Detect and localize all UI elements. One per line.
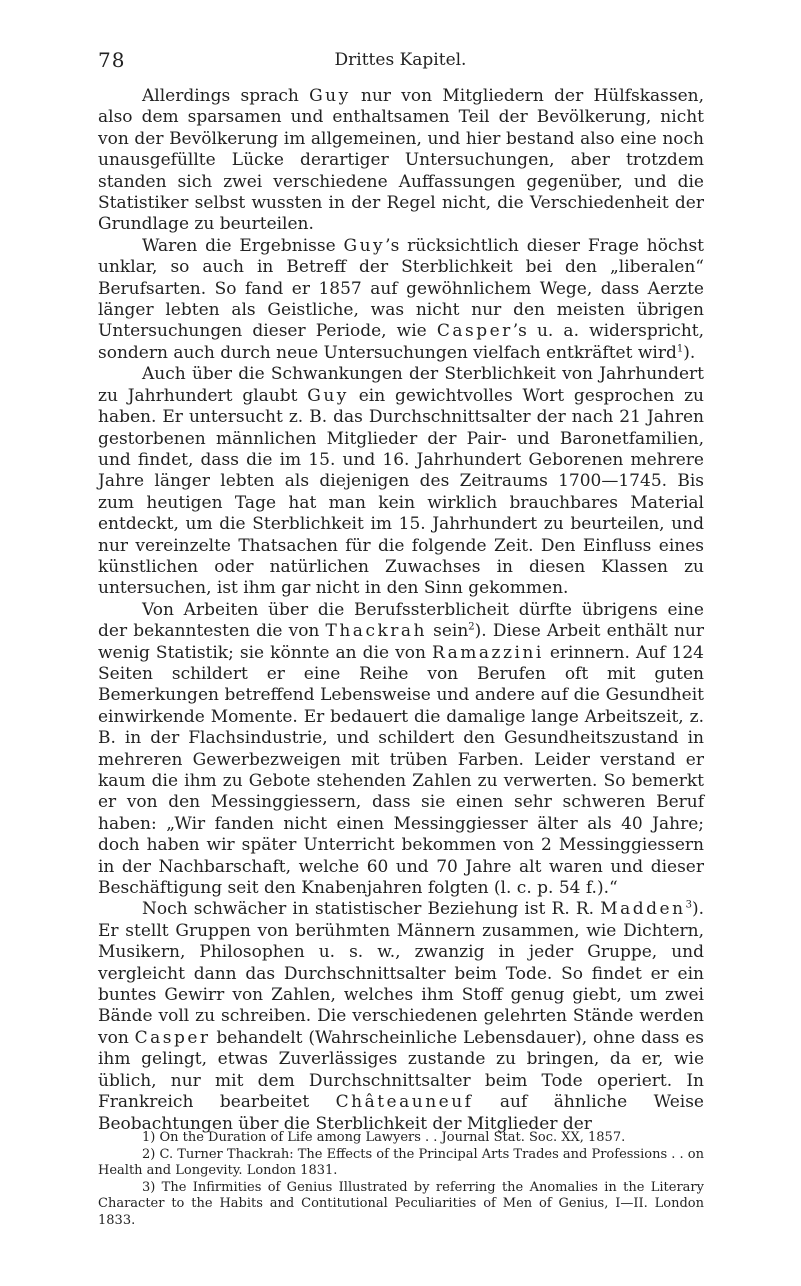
paragraph: Von Arbeiten über die Berufssterblicheit dürfte übrigens eine der bekanntesten die von Thackrah sein$^2$). Diese Arbeit enthält nur wenig Statistik; sie könnte an die von Ramazzini erinnern. Auf 124 Seiten schildert er eine Reihe von Berufen oft mit guten Bemerkungen betreffend Lebensweise und andere auf die Gesundheit einwirkende Momente. Er bedauert die damalige lange Arbeitszeit, z. B. in der Flachsindustrie, und schildert den Gesundheitszustand in mehreren Gewerbezweigen mit trüben Farben. Leider verstand er kaum die ihm zu Gebote stehenden Zahlen zu verwerten. So bemerkt er von den Messinggiessern, dass sie einen sehr schweren Beruf haben: „Wir fanden nicht einen Messinggiesser älter als 40 Jahre; doch haben wir später Unterricht bekommen von 2 Messinggiessern in der Nachbarschaft, welche 60 und 70 Jahre alt waren und dieser Beschäftigung seit den Knabenjahren folgten (l. c. p. 54 f.).“ — [98, 599, 704, 899]
author-name: Casper — [436, 321, 513, 342]
author-name: Châteauneuf — [335, 1092, 474, 1113]
author-name: Guy — [307, 385, 349, 406]
footnote: 3) The Infirmities of Genius Illustrated by referring the Anomalies in the Literary Character to the Habits and Contitutional Peculiarities of Men of Genius, I—II. London 1833. — [98, 1179, 704, 1228]
footnote-ref: 2 — [468, 621, 475, 633]
page-number: 78 — [98, 48, 126, 72]
footnote: 1) On the Duration of Life among Lawyers . . Journal Stat. Soc. XX, 1857. — [142, 1130, 626, 1145]
author-name: Ramazzini — [431, 642, 544, 663]
page-header — [98, 48, 703, 76]
paragraph: Noch schwächer in statistischer Beziehung ist R. R. Madden$^3$). Er stellt Gruppen von berühmten Männern zusammen, wie Dichtern, Musikern, Philosophen u. s. w., zwanzig in jeder Gruppe, und vergleicht dann das Durchschnittsalter beim Tode. So findet er ein buntes Gewirr von Zahlen, welches ihm Stoff genug giebt, um zwei Bände voll zu schreiben. Die verschiedenen gelehrten Stände werden von Casper behandelt (Wahrscheinliche Lebensdauer), ohne dass es ihm gelingt, etwas Zuverlässiges zustande zu bringen, da er, wie üblich, nur mit dem Durchschnittsalter beim Tode operiert. In Frankreich bearbeitet Châteauneuf auf ähnliche Weise Beobachtungen über die Sterblichkeit der Mitglieder der — [98, 899, 704, 1134]
author-name: Madden — [600, 899, 686, 920]
author-name: Casper — [134, 1027, 211, 1048]
author-name: Guy — [343, 235, 386, 256]
paragraph: Allerdings sprach Guy nur von Mitgliedern der Hülfskassen, also dem sparsamen und enthaltsamen Teil der Bevölkerung, nicht von der Bevölkerung im allgemeinen, und hier bestand also eine noch unausgefüllte Lücke derartiger Untersuchungen, aber trotzdem standen sich zwei verschiedene Auffassungen gegenüber, und die Statistiker selbst wussten in der Regel nicht, die Verschiedenheit der Grundlage zu beurteilen. — [98, 86, 704, 235]
running-title: Drittes Kapitel. — [334, 50, 467, 70]
main-text — [98, 86, 704, 1135]
paragraph: Waren die Ergebnisse Guy’s rücksichtlich dieser Frage höchst unklar, so auch in Betreff der Sterblichkeit bei den „liberalen“ Berufsarten. So fand er 1857 auf gewöhnlichem Wege, dass Aerzte länger lebten als Geistliche, was nicht nur den meisten übrigen Untersuchungen dieser Periode, wie Casper’s u. a. widerspricht, sondern auch durch neue Untersuchungen vielfach entkräftet wird$^1$). — [98, 235, 704, 363]
paragraph: Auch über die Schwankungen der Sterblichkeit von Jahrhundert zu Jahrhundert glaubt Guy ein gewichtvolles Wort gesprochen zu haben. Er untersucht z. B. das Durchschnittsalter der nach 21 Jahren gestorbenen männlichen Mitglieder der Pair- und Baronetfamilien, und findet, dass die im 15. und 16. Jahrhundert Geborenen mehrere Jahre länger lebten als diejenigen des Zeitraums 1700—1745. Bis zum heutigen Tage hat man kein wirklich brauchbares Material entdeckt, um die Sterblichkeit im 15. Jahrhundert zu beurteilen, und nur vereinzelte Thatsachen für die folgende Zeit. Den Einfluss eines künstlichen oder natürlichen Zuwachses in diesen Klassen zu untersuchen, ist ihm gar nicht in den Sinn gekommen. — [98, 364, 704, 599]
author-name: Guy — [309, 86, 351, 106]
footnote-ref: 1 — [676, 343, 684, 355]
footnotes — [98, 1130, 704, 1230]
footnote-ref: 3 — [685, 899, 692, 911]
author-name: Thackrah — [325, 621, 427, 642]
footnote: 2) C. Turner Thackrah: The Effects of the Principal Arts Trades and Professions . . on Health and Longevity. London 1831. — [98, 1146, 704, 1179]
